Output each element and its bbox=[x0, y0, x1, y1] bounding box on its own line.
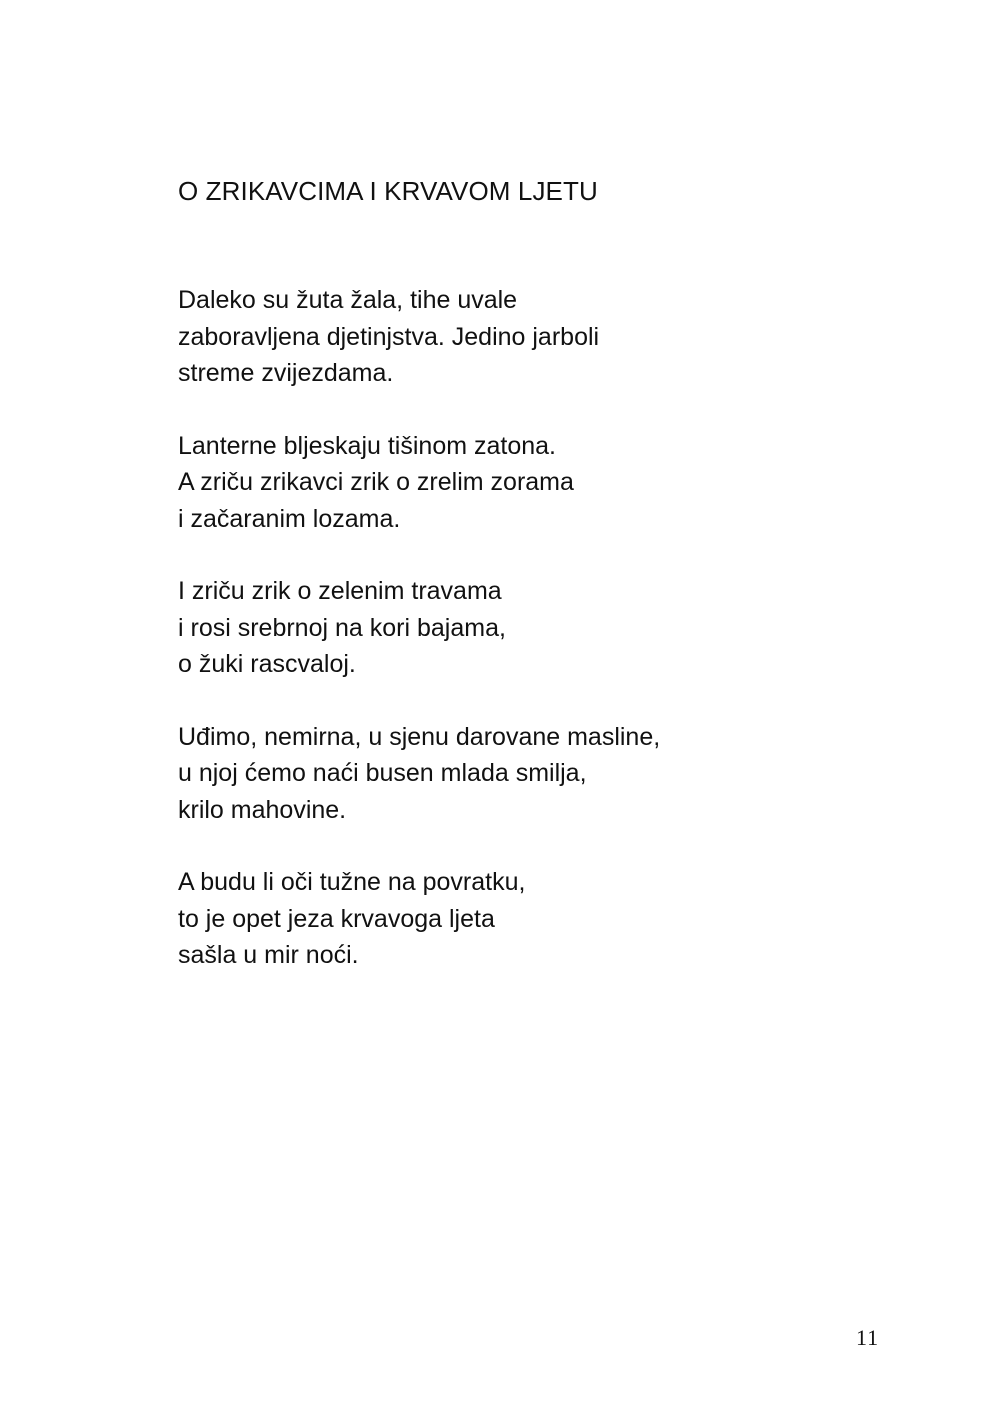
poem-line: to je opet jeza krvavoga ljeta bbox=[178, 904, 495, 933]
stanza-3 bbox=[178, 573, 798, 683]
poem-line: Lanterne bljeskaju tišinom zatona. bbox=[178, 431, 557, 460]
page-number: 11 bbox=[856, 1325, 880, 1350]
stanza-2 bbox=[178, 428, 798, 538]
poem-line: Daleko su žuta žala, tihe uvale bbox=[178, 286, 518, 314]
poem-line: krilo mahovine. bbox=[178, 795, 347, 824]
poem-line: i rosi srebrnoj na kori bajama, bbox=[178, 613, 506, 642]
poem-line: i začaranim lozama. bbox=[178, 504, 401, 533]
stanza-4 bbox=[178, 719, 798, 829]
poem-line: A zriču zrikavci zrik o zrelim zorama bbox=[178, 468, 574, 496]
poem-body bbox=[178, 282, 798, 1010]
poem-line: streme zvijezdama. bbox=[178, 359, 394, 387]
poem-line: u njoj ćemo naći busen mlada smilja, bbox=[178, 759, 587, 787]
stanza-5 bbox=[178, 864, 798, 974]
poem-line: sašla u mir noći. bbox=[178, 941, 359, 969]
poem-line: A budu li oči tužne na povratku, bbox=[178, 868, 526, 896]
poem-line: o žuki rascvaloj. bbox=[178, 650, 356, 678]
poem-line: Uđimo, nemirna, u sjenu darovane masline, bbox=[178, 722, 661, 751]
stanza-1 bbox=[178, 282, 798, 392]
poem-line: zaboravljena djetinjstva. Jedino jarboli bbox=[178, 322, 600, 351]
poem-line: I zriču zrik o zelenim travama bbox=[178, 577, 502, 605]
poem-title: O ZRIKAVCIMA I KRVAVOM LJETU bbox=[178, 176, 598, 206]
